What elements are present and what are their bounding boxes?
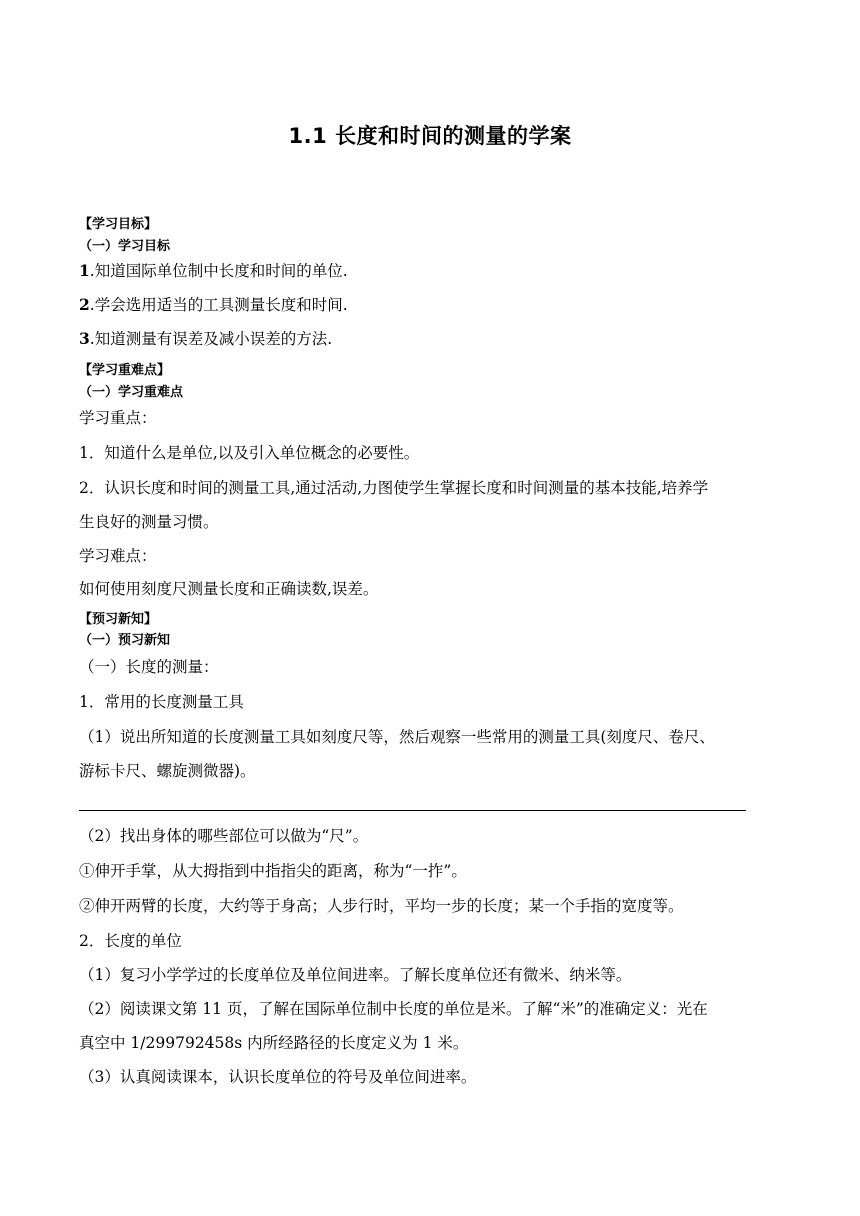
goal-item-2 [79,294,790,316]
focus-item: 生良好的测量习惯。 [79,513,219,531]
preview-line: （1）说出所知道的长度测量工具如刻度尺等，然后观察一些常用的测量工具(刻度尺、卷尺、 [79,728,715,746]
preview-line: 1．常用的长度测量工具 [79,693,244,711]
preview-line: （2）阅读课文第 11 页，了解在国际单位制中长度的单位是米。了解“米”的准确定义：光在 [79,1000,708,1018]
preview-line: （一）长度的测量： [79,658,219,676]
keypoints-bracket-heading: 【学习重难点】 [79,363,171,378]
preview-line: （2）找出身体的哪些部位可以做为“尺”。 [79,827,369,845]
focus-item: 2．认识长度和时间的测量工具,通过活动,力图使学生掌握长度和时间测量的基本技能,培养学 [79,479,709,497]
preview-bracket-heading: 【预习新知】 [79,612,158,627]
goal-item-text: .知道测量有误差及减小误差的方法. [89,330,333,348]
goal-item-number: 3 [79,329,90,348]
document-title: 1.1 长度和时间的测量的学案 [288,124,572,148]
preview-line: 真空中 1/299792458s 内所经路径的长度定义为 1 米。 [79,1034,469,1052]
difficulty-text: 如何使用刻度尺测量长度和正确读数,误差。 [79,580,379,598]
goal-item-number: 1 [79,261,90,280]
preview-line: （3）认真阅读课本，认识长度单位的符号及单位间进率。 [79,1068,477,1086]
goal-item-1 [79,260,790,282]
focus-item: 1．知道什么是单位,以及引入单位概念的必要性。 [79,444,420,462]
goal-item-text: .知道国际单位制中长度和时间的单位. [89,262,348,280]
focus-label: 学习重点： [79,409,157,427]
preview-line: 游标卡尺、螺旋测微器)。 [79,762,256,780]
difficulty-label: 学习难点： [79,547,157,565]
preview-line: 2．长度的单位 [79,932,182,950]
goal-item-3 [79,328,790,350]
goals-sub-heading: （一）学习目标 [79,239,171,254]
answer-blank-line [79,810,746,811]
preview-line: ②伸开两臂的长度，大约等于身高；人步行时，平均一步的长度；某一个手指的宽度等。 [79,897,684,915]
goals-bracket-heading: 【学习目标】 [79,217,158,232]
keypoints-sub-heading: （一）学习重难点 [79,385,184,400]
preview-sub-heading: （一）预习新知 [79,633,171,648]
preview-line: （1）复习小学学过的长度单位及单位间进率。了解长度单位还有微米、纳米等。 [79,966,632,984]
goal-item-text: .学会选用适当的工具测量长度和时间. [89,296,348,314]
preview-line: ①伸开手掌，从大拇指到中指指尖的距离，称为“一拃”。 [79,862,467,880]
goal-item-number: 2 [79,295,90,314]
